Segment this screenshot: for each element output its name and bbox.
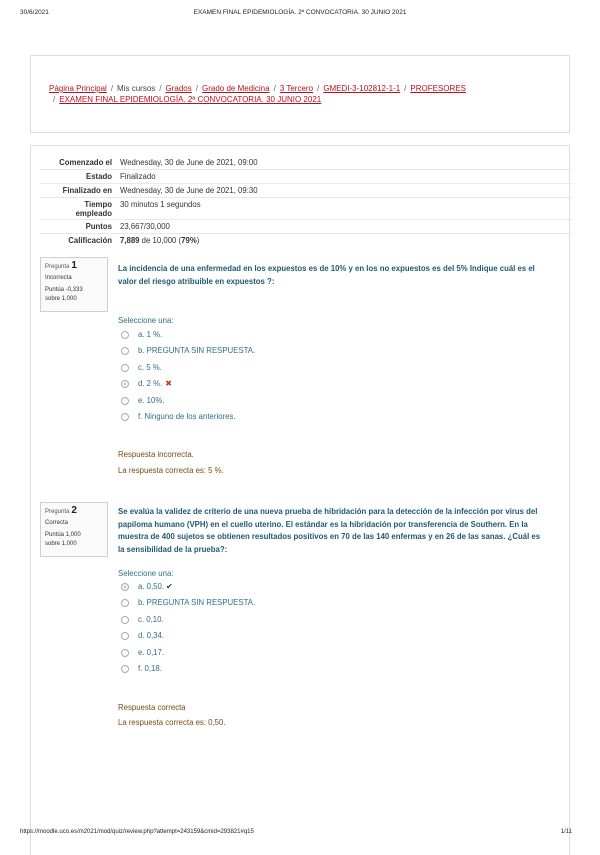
right-answer-text: La respuesta correcta es: 5 %. <box>118 466 224 475</box>
summary-label: Comenzado el <box>59 157 112 167</box>
radio-button[interactable] <box>121 632 129 640</box>
summary-label-part: Tiempo <box>84 199 112 209</box>
summary-label: Puntos <box>40 220 116 234</box>
summary-row-started <box>40 156 572 170</box>
radio-button-selected[interactable] <box>121 583 129 591</box>
summary-row-finished <box>40 184 572 198</box>
question-grade-line: Puntúa -0,333 <box>45 287 83 293</box>
radio-button[interactable] <box>121 397 129 405</box>
breadcrumb: Página Principal / Mis cursos / Grados / Grado de Medicina / 3 Tercero / GMEDI-3-102812-1-1 / PROFESORES / EXAMEN FINAL EPIDEMIOLOGÍA. 2ª CONVOCATORIA. 30 JUNIO 2021 <box>49 84 466 104</box>
question-grade-line: sobre 1,000 <box>45 296 77 302</box>
question-info-1 <box>40 257 108 312</box>
answer-option[interactable] <box>121 345 255 357</box>
grade-end: ) <box>196 235 200 245</box>
summary-label <box>40 198 116 220</box>
grade-mid: de 10,000 ( <box>139 235 182 245</box>
question-number <box>45 261 103 272</box>
answer-option[interactable] <box>121 597 255 609</box>
print-title: EXAMEN FINAL EPIDEMIOLOGÍA. 2ª CONVOCATORIA. 30 JUNIO 2021 <box>193 9 407 16</box>
breadcrumb-course[interactable]: GMEDI-3-102812-1-1 <box>323 84 401 93</box>
question-label: Pregunta <box>45 264 70 270</box>
breadcrumb-tercero[interactable]: 3 Tercero <box>279 84 314 93</box>
summary-row-state <box>40 170 572 184</box>
answer-label: e. 10%. <box>138 396 165 405</box>
answer-option[interactable] <box>121 663 162 675</box>
radio-button[interactable] <box>121 331 129 339</box>
answer-option[interactable] <box>121 395 164 407</box>
answer-label: d. 0,34. <box>138 631 165 640</box>
print-page-number: 1/11 <box>560 829 572 835</box>
answer-prompt: Seleccione una: <box>118 316 174 325</box>
question-grade-line: sobre 1,000 <box>45 541 77 547</box>
feedback-text: Respuesta correcta <box>118 703 186 712</box>
question-grade-line: Puntúa 1,000 <box>45 532 81 538</box>
breadcrumb-grados[interactable]: Grados <box>165 84 192 93</box>
summary-row-time <box>40 198 572 220</box>
answer-label: b. PREGUNTA SIN RESPUESTA. <box>138 346 256 355</box>
radio-button-selected[interactable] <box>121 380 129 388</box>
radio-button[interactable] <box>121 665 129 673</box>
attempt-summary-table <box>40 156 572 247</box>
breadcrumb-profesores[interactable]: PROFESORES <box>410 84 466 93</box>
summary-value: 30 minutos 1 segundos <box>116 198 572 220</box>
answer-label: c. 5 %. <box>138 363 162 372</box>
radio-button[interactable] <box>121 364 129 372</box>
feedback-text: Respuesta incorrecta. <box>118 450 194 459</box>
print-date: 30/6/2021 <box>20 9 49 16</box>
question-grade <box>45 286 103 304</box>
radio-button[interactable] <box>121 649 129 657</box>
right-answer-text: La respuesta correcta es: 0,50. <box>118 718 226 727</box>
answer-label: e. 0,17. <box>138 648 165 657</box>
breadcrumb-container <box>30 55 570 133</box>
summary-row-grade <box>40 234 572 248</box>
question-text: Se evalúa la validez de criterio de una nueva prueba de hibridación para la detección de la infección por virus del papiloma humano (VPH) en el cuello uterino. El estándar es la hibridación por transferencia de Southern. En la muestra de 400 sujetos se obtienen resultados positivos en 70 de las 140 enfermas y en 26 de las sanas. ¿Cuál es la sensibilidad de la prueba?: <box>118 507 541 554</box>
question-label: Pregunta <box>45 509 70 515</box>
print-url: https://moodle.uco.es/m2021/mod/quiz/review.php?attempt=243159&cmid=293821#q15 <box>20 829 254 835</box>
answer-label: a. 1 %. <box>138 330 163 339</box>
summary-value: Finalizado <box>116 170 572 184</box>
answer-label: f. 0,18. <box>138 664 162 673</box>
breadcrumb-home[interactable]: Página Principal <box>49 84 107 93</box>
correct-check-icon: ✔ <box>166 582 173 591</box>
answer-option[interactable] <box>121 614 164 626</box>
summary-value: Wednesday, 30 de June de 2021, 09:00 <box>120 157 258 167</box>
incorrect-x-icon: ✖ <box>165 379 172 388</box>
answer-label: f. Ninguno de los anteriores. <box>138 412 236 421</box>
question-text: La incidencia de una enfermedad en los expuestos es de 10% y en los no expuestos es del 5% Indique cuál es el valor del riesgo atribuible en expuestos ?: <box>118 264 535 286</box>
breadcrumb-grado-medicina[interactable]: Grado de Medicina <box>201 84 270 93</box>
summary-row-points <box>40 220 572 234</box>
question-number <box>45 506 103 517</box>
question-grade <box>45 531 103 549</box>
answer-option[interactable] <box>121 362 162 374</box>
question-number-value: 2 <box>71 505 77 516</box>
question-info-2 <box>40 502 108 557</box>
answer-prompt: Seleccione una: <box>118 569 174 578</box>
answer-label: d. 2 %. <box>138 379 163 388</box>
grade-score: 7,889 <box>120 235 140 245</box>
summary-label: Finalizado en <box>40 184 116 198</box>
breadcrumb-my-courses: Mis cursos <box>117 84 156 93</box>
review-container <box>30 145 570 855</box>
summary-label: Calificación <box>40 234 116 248</box>
summary-value: Wednesday, 30 de June de 2021, 09:30 <box>116 184 572 198</box>
question-number-value: 1 <box>71 260 77 271</box>
summary-label: Estado <box>40 170 116 184</box>
question-state: Correcta <box>45 520 69 526</box>
summary-value: 23,667/30,000 <box>116 220 572 234</box>
answer-option-selected[interactable] <box>121 581 173 593</box>
answer-option[interactable] <box>121 630 164 642</box>
breadcrumb-exam[interactable]: EXAMEN FINAL EPIDEMIOLOGÍA. 2ª CONVOCATORIA. 30 JUNIO 2021 <box>59 95 322 104</box>
answer-option-selected[interactable] <box>121 378 172 390</box>
answer-option[interactable] <box>121 411 236 423</box>
radio-button[interactable] <box>121 616 129 624</box>
radio-button[interactable] <box>121 347 129 355</box>
radio-button[interactable] <box>121 413 129 421</box>
answer-label: a. 0,50. <box>138 582 165 591</box>
summary-value <box>116 234 572 248</box>
answer-option[interactable] <box>121 329 162 341</box>
answer-option[interactable] <box>121 647 164 659</box>
answer-label: b. PREGUNTA SIN RESPUESTA. <box>138 598 256 607</box>
radio-button[interactable] <box>121 599 129 607</box>
summary-label-part: empleado <box>75 208 112 218</box>
question-state: Incorrecta <box>45 275 72 281</box>
grade-percent: 79% <box>181 235 197 245</box>
answer-label: c. 0,10. <box>138 615 164 624</box>
